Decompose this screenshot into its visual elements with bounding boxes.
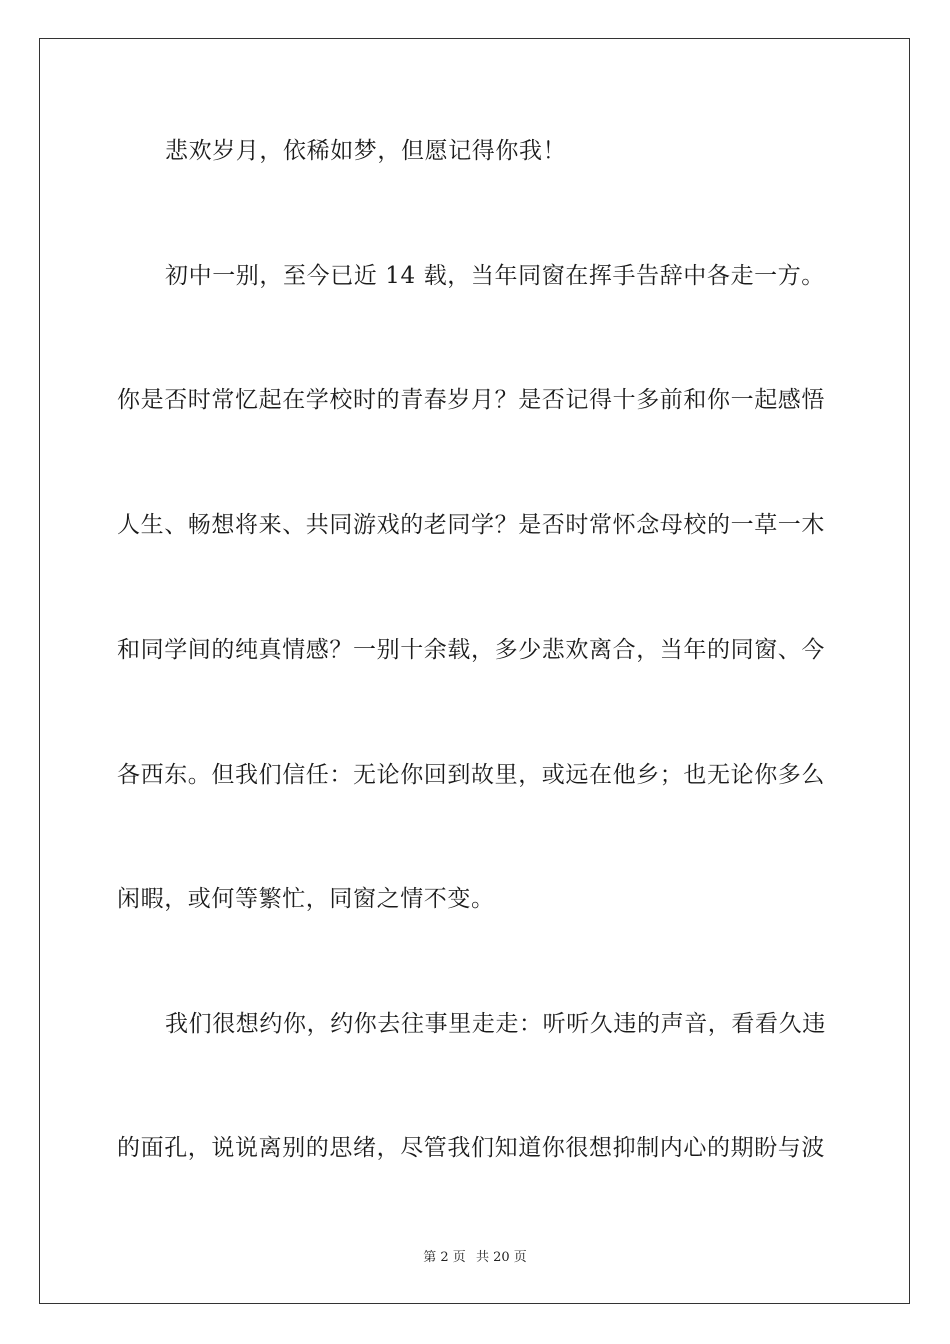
- paragraph-line-8: 我们很想约你，约你去往事里走走：听听久违的声音，看看久违: [165, 1011, 826, 1037]
- page-total: 共 20 页: [475, 1250, 527, 1265]
- paragraph-line-9: 的面孔，说说离别的思绪，尽管我们知道你很想抑制内心的期盼与波: [117, 1135, 825, 1161]
- paragraph-line-1: 悲欢岁月，依稀如梦，但愿记得你我！: [165, 138, 567, 164]
- paragraph-line-3: 你是否时常忆起在学校时的青春岁月？是否记得十多前和你一起感悟: [117, 387, 825, 413]
- page-frame: [39, 38, 910, 1304]
- page-number: 第 2 页: [423, 1250, 466, 1265]
- paragraph-line-6: 各西东。但我们信任：无论你回到故里，或远在他乡；也无论你多么: [117, 762, 825, 788]
- paragraph-line-4: 人生、畅想将来、共同游戏的老同学？是否时常怀念母校的一草一木: [117, 512, 825, 538]
- page-footer: [0, 1246, 950, 1265]
- paragraph-line-2: 初中一别，至今已近 14 载，当年同窗在挥手告辞中各走一方。: [165, 263, 825, 289]
- paragraph-line-7: 闲暇，或何等繁忙，同窗之情不变。: [117, 886, 495, 912]
- paragraph-line-5: 和同学间的纯真情感？一别十余载，多少悲欢离合，当年的同窗、今: [117, 637, 825, 663]
